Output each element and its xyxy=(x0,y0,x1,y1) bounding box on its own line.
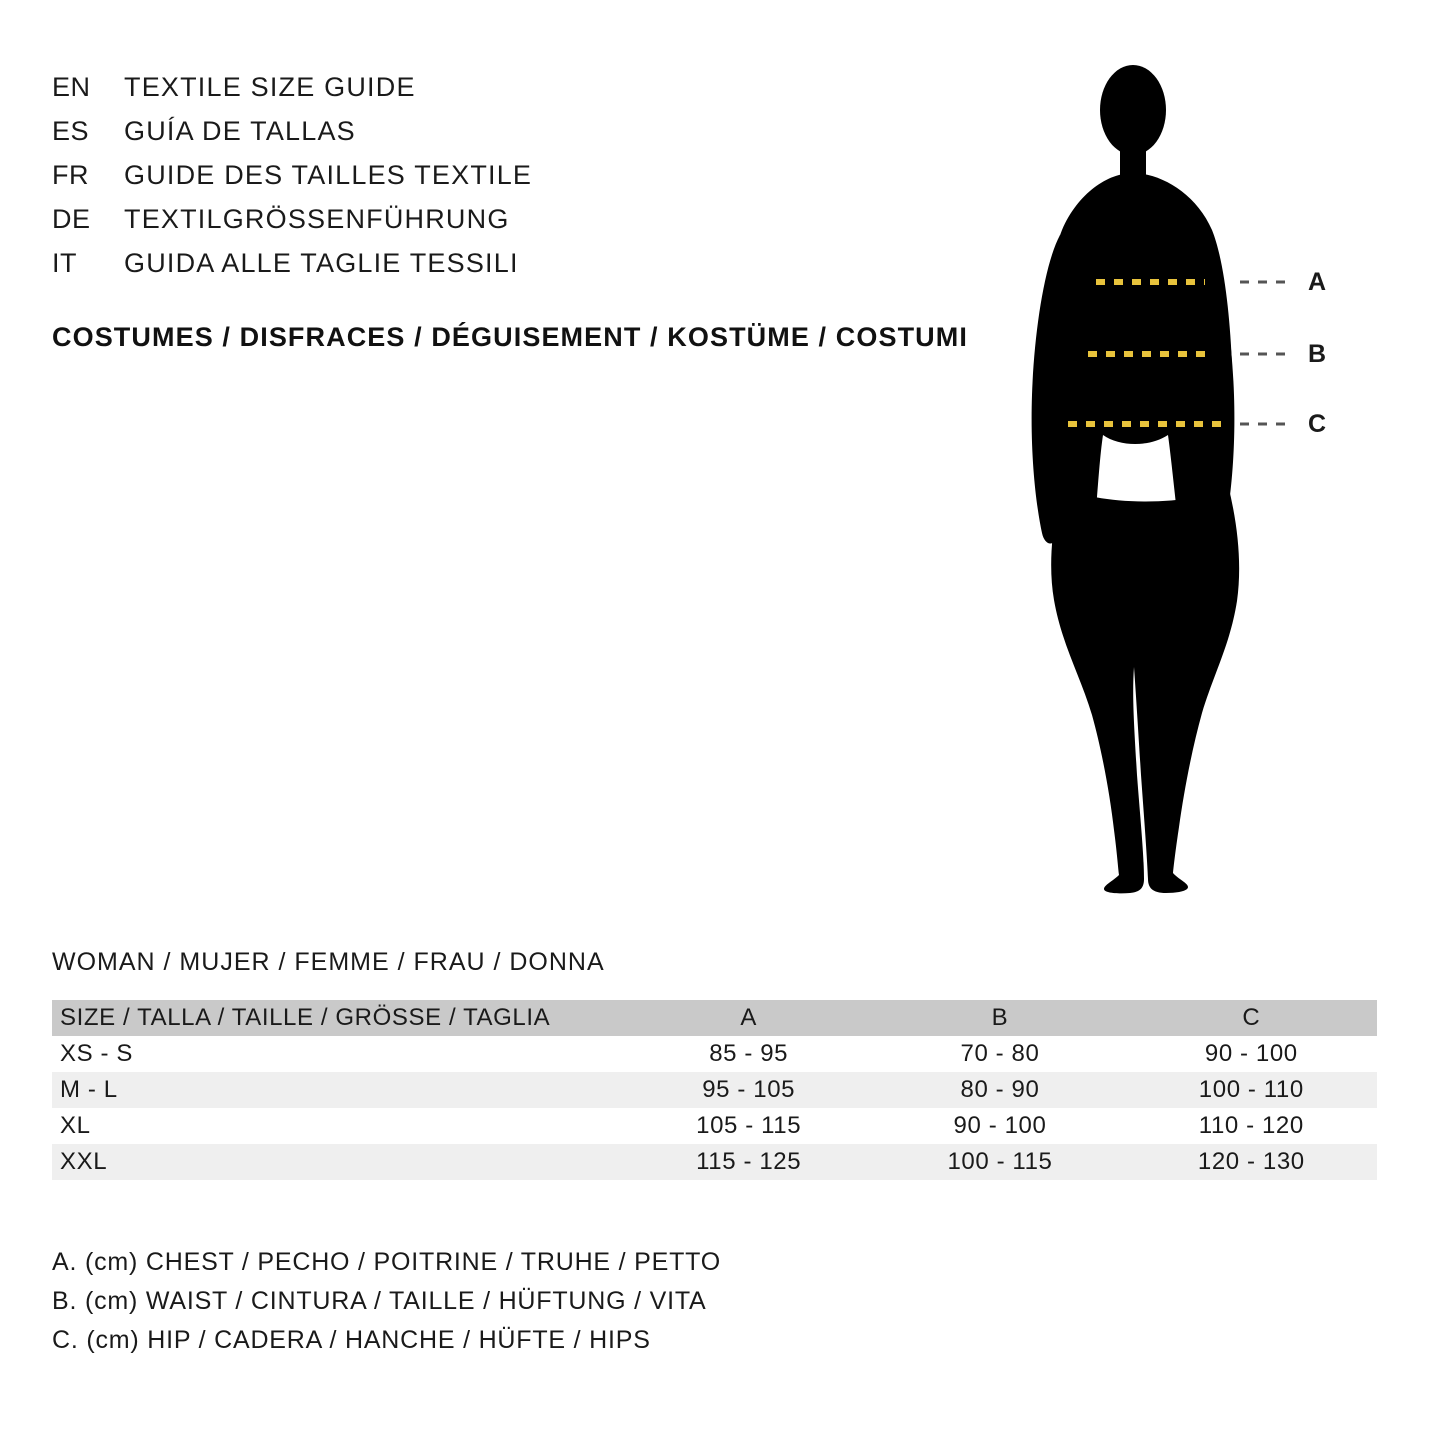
size-table xyxy=(52,1000,1377,1180)
column-header-a: A xyxy=(740,1004,757,1031)
language-list xyxy=(52,72,532,292)
category-heading: COSTUMES / DISFRACES / DÉGUISEMENT / KOSTÜME / COSTUMI xyxy=(52,322,968,352)
language-row xyxy=(52,248,532,292)
language-title: GUIDE DES TAILLES TEXTILE xyxy=(124,160,533,190)
language-title: TEXTILGRÖSSENFÜHRUNG xyxy=(124,204,510,234)
cell-waist: 80 - 90 xyxy=(960,1076,1040,1103)
table-row xyxy=(52,1036,1377,1072)
cell-size: XXL xyxy=(60,1148,108,1175)
table-row xyxy=(52,1144,1377,1180)
table-header xyxy=(52,1000,1377,1036)
language-title: GUÍA DE TALLAS xyxy=(124,116,356,146)
language-row xyxy=(52,204,532,248)
cell-waist: 90 - 100 xyxy=(953,1112,1047,1139)
cell-chest: 85 - 95 xyxy=(709,1040,789,1067)
silhouette-figure xyxy=(1000,55,1400,895)
language-code: EN xyxy=(52,72,91,102)
table-group-title: WOMAN / MUJER / FEMME / FRAU / DONNA xyxy=(52,948,605,976)
measurement-lines xyxy=(1000,55,1400,895)
cell-waist: 100 - 115 xyxy=(947,1148,1053,1175)
language-row xyxy=(52,160,532,204)
language-code: FR xyxy=(52,160,89,190)
language-title: TEXTILE SIZE GUIDE xyxy=(124,72,416,102)
cell-size: XL xyxy=(60,1112,91,1139)
table-row xyxy=(52,1072,1377,1108)
legend-line-c: C. (cm) HIP / CADERA / HANCHE / HÜFTE / HIPS xyxy=(52,1326,651,1354)
language-code: DE xyxy=(52,204,91,234)
column-header-size: SIZE / TALLA / TAILLE / GRÖSSE / TAGLIA xyxy=(60,1004,551,1031)
cell-chest: 115 - 125 xyxy=(696,1148,802,1175)
cell-hip: 90 - 100 xyxy=(1204,1040,1298,1067)
cell-size: XS - S xyxy=(60,1040,133,1067)
cell-chest: 105 - 115 xyxy=(696,1112,802,1139)
cell-hip: 110 - 120 xyxy=(1198,1112,1304,1139)
cell-chest: 95 - 105 xyxy=(702,1076,796,1103)
cell-hip: 100 - 110 xyxy=(1198,1076,1304,1103)
table-header-row xyxy=(52,1000,1377,1036)
table-row xyxy=(52,1108,1377,1144)
language-row xyxy=(52,116,532,160)
language-code: ES xyxy=(52,116,90,146)
language-code: IT xyxy=(52,248,77,278)
legend-line-a: A. (cm) CHEST / PECHO / POITRINE / TRUHE / PETTO xyxy=(52,1248,722,1276)
column-header-b: B xyxy=(991,1004,1009,1031)
column-header-c: C xyxy=(1242,1004,1261,1031)
cell-hip: 120 - 130 xyxy=(1197,1148,1305,1175)
cell-size: M - L xyxy=(60,1076,118,1103)
legend-line-b: B. (cm) WAIST / CINTURA / TAILLE / HÜFTUNG / VITA xyxy=(52,1287,707,1315)
table-body xyxy=(52,1036,1377,1180)
language-row xyxy=(52,72,532,116)
marker-label-c: C xyxy=(1308,410,1327,438)
cell-waist: 70 - 80 xyxy=(960,1040,1040,1067)
measurement-legend xyxy=(52,1248,721,1365)
marker-label-a: A xyxy=(1308,268,1327,296)
marker-label-b: B xyxy=(1308,340,1327,368)
language-title: GUIDA ALLE TAGLIE TESSILI xyxy=(124,248,519,278)
